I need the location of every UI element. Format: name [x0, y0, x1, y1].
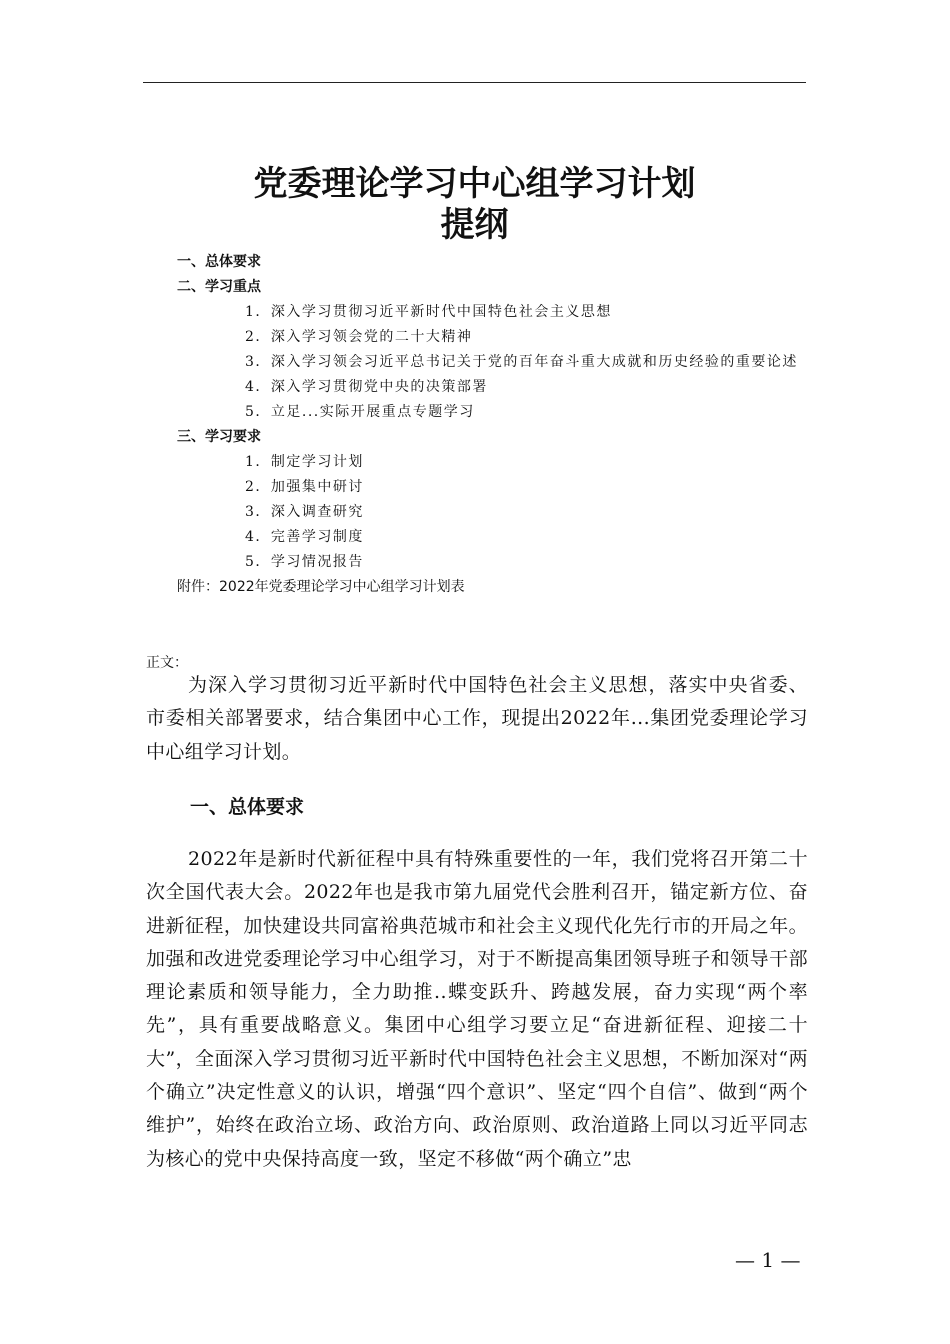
- outline-item: 2．深入学习领会党的二十大精神: [245, 329, 473, 345]
- outline-item: 5．立足...实际开展重点专题学习: [245, 404, 475, 420]
- outline-item: 5．学习情况报告: [245, 554, 364, 570]
- outline-item: 1．深入学习贯彻习近平新时代中国特色社会主义思想: [245, 304, 612, 320]
- outline-item: 2．加强集中研讨: [245, 479, 364, 495]
- outline-item: 1．制定学习计划: [245, 454, 364, 470]
- document-title-line1: 党委理论学习中心组学习计划: [253, 164, 696, 204]
- outline-section-1: 一、总体要求: [177, 254, 261, 270]
- outline-item: 3．深入调查研究: [245, 504, 364, 520]
- intro-paragraph: 为深入学习贯彻习近平新时代中国特色社会主义思想，落实中央省委、市委相关部署要求，结合集团中心工作，现提出2022年...集团党委理论学习中心组学习计划。: [146, 674, 808, 763]
- body-label: 正文：: [146, 655, 188, 671]
- outline-item: 4．深入学习贯彻党中央的决策部署: [245, 379, 488, 395]
- header-rule: [143, 82, 806, 83]
- body-paragraph: 2022年是新时代新征程中具有特殊重要性的一年，我们党将召开第二十次全国代表大会。2022年也是我市第九届党代会胜利召开，锚定新方位、奋进新征程，加快建设共同富裕典范城市和社会主义现代化先行市的开局之年。加强和改进党委理论学习中心组学习，对于不断提高集团领导班子和领导干部理论素质和领导能力，全力助推..蝶变跃升、跨越发展，奋力实现“两个率先”，具有重要战略意义。集团中心组学习要立足“奋进新征程、迎接二十大”，全面深入学习贯彻习近平新时代中国特色社会主义思想，不断加深对“两个确立”决定性意义的认识，增强“四个意识”、坚定“四个自信”、做到“两个维护”，始终在政治立场、政治方向、政治原则、政治道路上同以习近平同志为核心的党中央保持高度一致，坚定不移做“两个确立”忠: [146, 848, 808, 1170]
- outline: [143, 250, 813, 600]
- outline-section-3: 三、学习要求: [177, 429, 261, 445]
- outline-item: 4．完善学习制度: [245, 529, 364, 545]
- annex-line: 附件：2022年党委理论学习中心组学习计划表: [177, 579, 465, 595]
- outline-section-2: 二、学习重点: [177, 279, 261, 295]
- section-heading: 一、总体要求: [190, 796, 305, 818]
- outline-item: 3．深入学习领会习近平总书记关于党的百年奋斗重大成就和历史经验的重要论述: [245, 354, 798, 370]
- document-title-line2: 提纲: [440, 205, 509, 245]
- page-number: — 1 —: [735, 1248, 801, 1272]
